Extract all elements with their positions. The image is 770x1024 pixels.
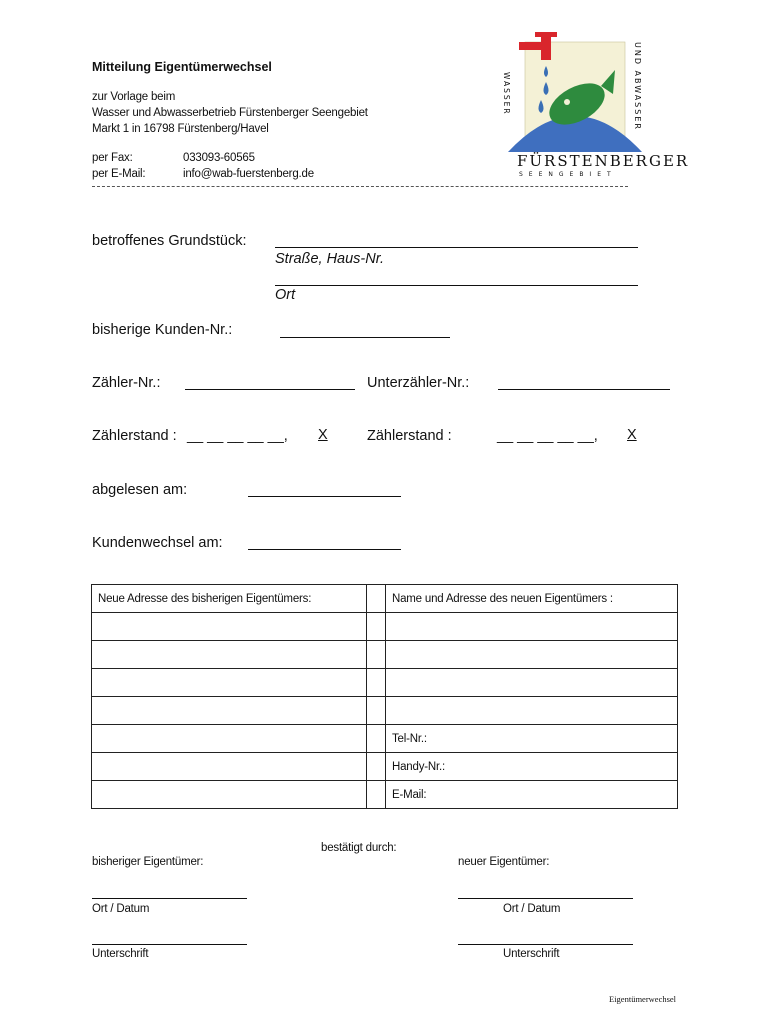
fax-label: per Fax: [92,152,133,164]
ort-field[interactable] [275,285,638,286]
old-owner-label: bisheriger Eigentümer: [92,856,204,868]
logo-left-text: WASSER [502,72,511,116]
strasse-caption: Straße, Haus-Nr. [275,251,385,267]
old-owner-signature-label: Unterschrift [92,948,149,960]
old-address-cell[interactable] [92,697,367,725]
new-owner-label: neuer Eigentümer: [458,856,550,868]
old-address-cell[interactable] [92,725,367,753]
address-table [91,584,678,809]
ort-caption: Ort [275,287,296,303]
old-address-cell[interactable] [92,781,367,809]
kundenwechsel-field[interactable] [248,549,401,550]
new-owner-cell[interactable] [386,641,678,669]
kunden-nr-label: bisherige Kunden-Nr.: [92,322,233,338]
header-divider [92,186,628,187]
zaehlerstand-1-decimal: X [318,427,328,443]
zaehlerstand-1-field[interactable]: __ __ __ __ __, [187,428,288,444]
table-gap [367,585,386,613]
table-row [92,585,678,613]
new-owner-ort-datum-field[interactable] [458,898,633,899]
address-line-1: zur Vorlage beim [92,91,176,103]
new-owner-cell[interactable] [386,613,678,641]
old-owner-ort-datum-label: Ort / Datum [92,903,150,915]
table-row [92,697,678,725]
new-owner-cell[interactable] [386,669,678,697]
logo-right-text: UND ABWASSER [633,42,642,131]
zaehler-nr-field[interactable] [185,389,355,390]
email-label: per E-Mail: [92,168,146,180]
footer-label: Eigentümerwechsel [609,994,677,1004]
table-gap [367,781,386,809]
kundenwechsel-label: Kundenwechsel am: [92,535,223,551]
page-title: Mitteilung Eigentümerwechsel [92,60,272,74]
new-owner-signature-label: Unterschrift [503,948,560,960]
zaehlerstand-1-label: Zählerstand : [92,428,177,444]
logo-name: FÜRSTENBERGER [517,152,690,170]
zaehlerstand-2-field[interactable]: __ __ __ __ __, [497,428,598,444]
email-value: info@wab-fuerstenberg.de [183,168,314,180]
company-logo [502,30,690,180]
fax-value: 033093-60565 [183,152,255,164]
old-address-cell[interactable] [92,641,367,669]
address-line-2: Wasser und Abwasserbetrieb Fürstenberger Seengebiet [92,107,368,119]
kunden-nr-field[interactable] [280,337,450,338]
abgelesen-label: abgelesen am: [92,482,188,498]
unterzaehler-nr-label: Unterzähler-Nr.: [367,375,470,391]
table-gap [367,697,386,725]
table-gap [367,613,386,641]
tel-nr-cell[interactable]: Tel-Nr.: [386,725,678,753]
table-row [92,641,678,669]
unterzaehler-nr-field[interactable] [498,389,670,390]
zaehler-nr-label: Zähler-Nr.: [92,375,161,391]
new-owner-ort-datum-label: Ort / Datum [503,903,561,915]
email-cell[interactable]: E-Mail: [386,781,678,809]
abgelesen-field[interactable] [248,496,401,497]
new-owner-signature-field[interactable] [458,944,633,945]
logo-sub: SEENGEBIET [519,171,617,178]
strasse-field[interactable] [275,247,638,248]
table-gap [367,641,386,669]
table-row [92,753,678,781]
confirmed-by-label: bestätigt durch: [321,842,397,854]
left-header: Neue Adresse des bisherigen Eigentümers: [92,585,367,613]
old-owner-ort-datum-field[interactable] [92,898,247,899]
table-gap [367,725,386,753]
new-owner-cell[interactable] [386,697,678,725]
old-owner-signature-field[interactable] [92,944,247,945]
old-address-cell[interactable] [92,613,367,641]
right-header: Name und Adresse des neuen Eigentümers : [386,585,678,613]
old-address-cell[interactable] [92,669,367,697]
zaehlerstand-2-decimal: X [627,427,637,443]
grundstueck-label: betroffenes Grundstück: [92,233,247,249]
table-row [92,725,678,753]
table-gap [367,669,386,697]
address-line-3: Markt 1 in 16798 Fürstenberg/Havel [92,123,269,135]
old-address-cell[interactable] [92,753,367,781]
handy-nr-cell[interactable]: Handy-Nr.: [386,753,678,781]
table-row [92,669,678,697]
zaehlerstand-2-label: Zählerstand : [367,428,452,444]
table-gap [367,753,386,781]
table-row [92,781,678,809]
table-row [92,613,678,641]
